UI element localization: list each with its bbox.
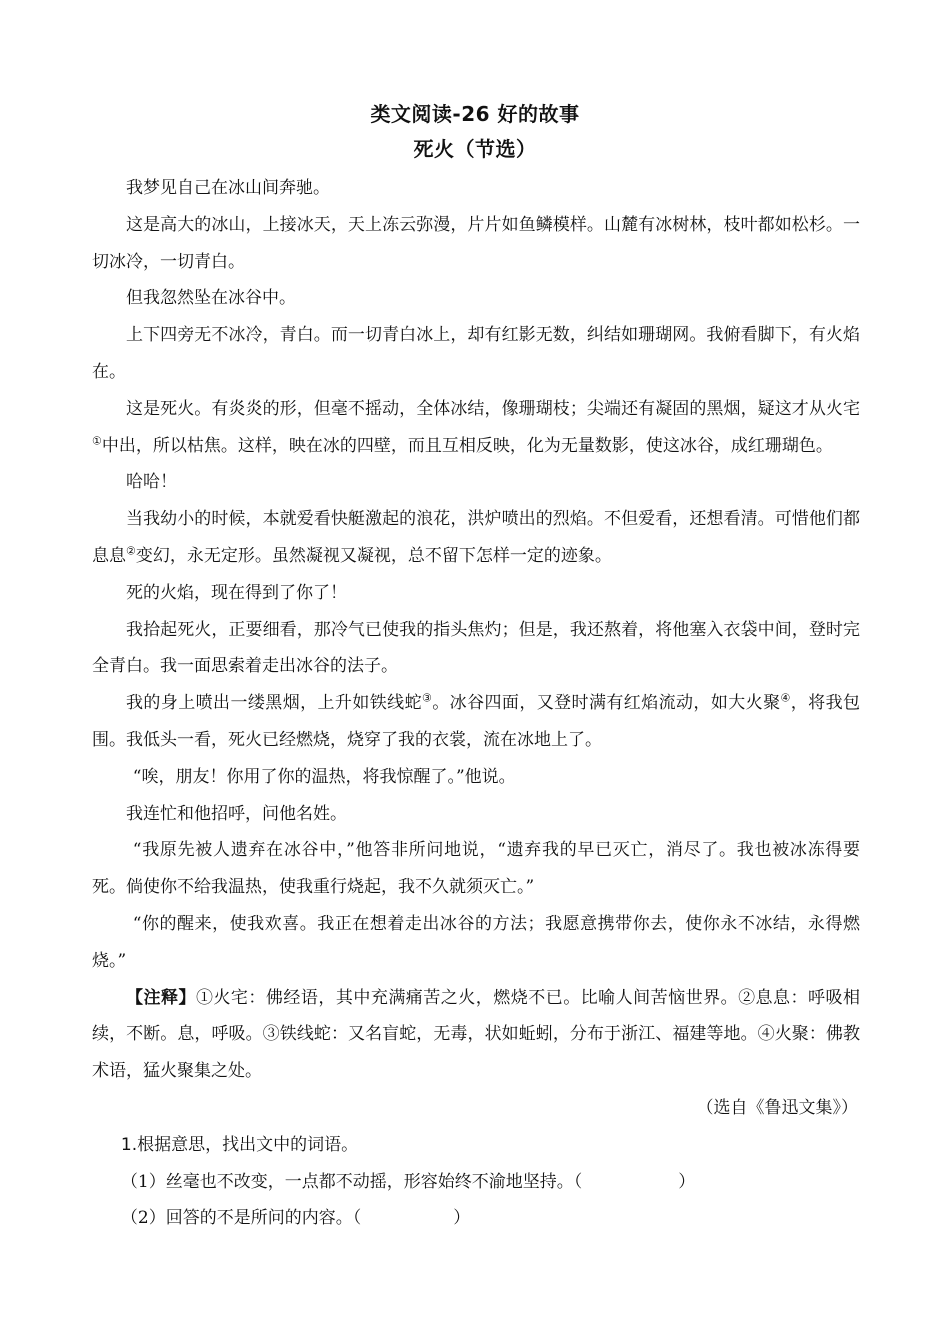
footnote-ref: ① bbox=[92, 433, 102, 447]
paragraph: 这是高大的冰山，上接冰天，天上冻云弥漫，片片如鱼鳞模样。山麓有冰树林，枝叶都如松杉。一切冰冷，一切青白。 bbox=[92, 214, 860, 272]
paragraph: “唉，朋友！你用了你的温热，将我惊醒了。”他说。 bbox=[132, 766, 516, 787]
paragraph: 但我忽然坠在冰谷中。 bbox=[126, 288, 296, 309]
paragraph: 我梦见自己在冰山间奔驰。 bbox=[126, 178, 330, 198]
paragraph: 上下四旁无不冰冷，青白。而一切青白冰上，却有红影无数，纠结如珊瑚网。我俯看脚下，有火焰在。 bbox=[92, 325, 860, 382]
source-citation: （选自《鲁迅文集》） bbox=[696, 1097, 858, 1118]
notes-label: 【注释】 bbox=[126, 987, 196, 1008]
paragraph: 当我幼小的时候，本就爱看快艇激起的浪花，洪炉喷出的烈焰。不但爱看，还想看清。可惜他们都息息②变幻，永无定形。虽然凝视又凝视，总不留下怎样一定的迹象。 bbox=[92, 509, 860, 566]
paragraph: 我连忙和他招呼，问他名姓。 bbox=[126, 803, 347, 824]
notes-text: ①火宅：佛经语，其中充满痛苦之火，燃烧不已。比喻人间苦恼世界。②息息：呼吸相续，不断。息，呼吸。③铁线蛇：又名盲蛇，无毒，状如蚯蚓，分布于浙江、福建等地。④火聚：佛教术语，猛火聚集之处。 bbox=[92, 987, 861, 1082]
paragraph: 我拾起死火，正要细看，那冷气已使我的指头焦灼；但是，我还熬着，将他塞入衣袋中间，登时完全青白。我一面思索着走出冰谷的法子。 bbox=[92, 619, 860, 677]
question-1-1: （1）丝毫也不改变，一点都不动摇，形容始终不渝地坚持。（ ） bbox=[120, 1171, 696, 1192]
passage-title: 死火（节选） bbox=[413, 137, 537, 161]
paragraph: “我原先被人遗弃在冰谷中，”他答非所问地说，“遗弃我的早已灭亡，消尽了。我也被冰冻得要死。倘使你不给我温热，使我重行烧起，我不久就须灭亡。” bbox=[92, 840, 860, 898]
paragraph: 哈哈！ bbox=[126, 472, 177, 493]
question-1-2: （2）回答的不是所问的内容。（ ） bbox=[120, 1208, 471, 1229]
question-1-title: 1.根据意思，找出文中的词语。 bbox=[120, 1134, 359, 1155]
paragraph: “你的醒来，使我欢喜。我正在想着走出冰谷的方法；我愿意携带你去，使你永不冰结，永得燃烧。” bbox=[92, 913, 860, 971]
paragraph: 我的身上喷出一缕黑烟，上升如铁线蛇③。冰谷四面，又登时满有红焰流动，如大火聚④，将我包围。我低头一看，死火已经燃烧，烧穿了我的衣裳，流在冰地上了。 bbox=[92, 691, 860, 750]
footnote-ref: ④ bbox=[780, 691, 791, 705]
paragraph: 死的火焰，现在得到了你了！ bbox=[126, 582, 347, 603]
paragraph: 这是死火。有炎炎的形，但毫不摇动，全体冰结，像珊瑚枝；尖端还有凝固的黑烟，疑这才从火宅①中出，所以枯焦。这样，映在冰的四壁，而且互相反映，化为无量数影，使这冰谷，成红珊瑚色。 bbox=[92, 398, 860, 456]
notes bbox=[92, 980, 860, 1090]
footnote-ref: ③ bbox=[421, 691, 433, 705]
page-title: 类文阅读-26 好的故事 bbox=[370, 102, 580, 126]
passage-body bbox=[92, 170, 860, 1237]
footnote-ref: ② bbox=[126, 544, 136, 558]
